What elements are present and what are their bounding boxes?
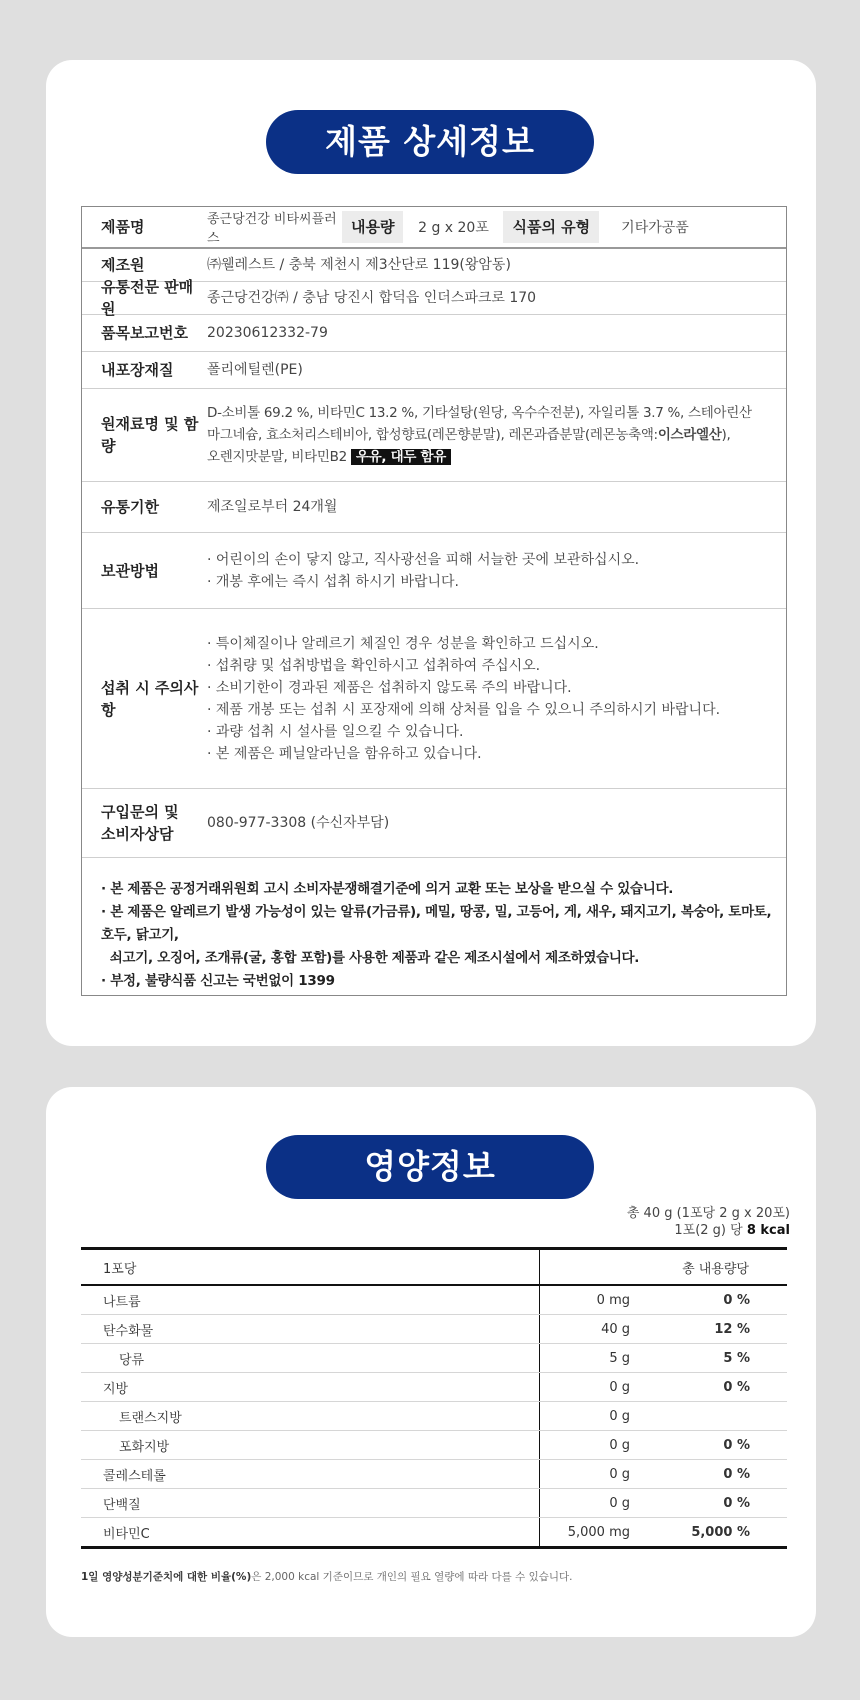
storage-item: · 개봉 후에는 즉시 섭취 하시기 바랍니다. [207, 573, 459, 590]
origin-country: 이스라엘산 [657, 427, 722, 443]
nutrient-amount: 0 g [609, 1408, 630, 1424]
storage-label: 보관방법 [101, 561, 159, 580]
nutrient-percent: 12 % [714, 1321, 750, 1337]
detail-title: 제품 상세정보 [266, 110, 594, 174]
volume-value: 2 g x 20포 [418, 220, 489, 236]
shelf-life-label: 유통기한 [101, 498, 159, 516]
nutrient-row [81, 1518, 787, 1546]
nutrient-name: 나트륨 [81, 1286, 540, 1314]
product-name-label: 제품명 [101, 218, 145, 236]
detail-row-packaging [82, 352, 786, 389]
caution-item: · 섭취량 및 섭취방법을 확인하시고 섭취하여 주십시오. [207, 657, 541, 674]
nutrient-name: 단백질 [81, 1489, 540, 1517]
product-name-value: 종근당건강 비타씨플러스 [207, 212, 337, 246]
ingredients-label: 원재료명 및 함량 [101, 415, 199, 455]
detail-row-name [82, 207, 786, 249]
detail-row-shelf-life [82, 482, 786, 533]
food-type-value: 기타가공품 [621, 220, 689, 236]
nutrient-percent: 5 % [723, 1350, 750, 1366]
report-number-value: 20230612332-79 [207, 325, 328, 341]
detail-row-distributor [82, 278, 786, 318]
nutrient-amount: 0 g [609, 1379, 630, 1395]
cautions-value [207, 633, 786, 765]
legal-notes [82, 858, 786, 995]
nutrition-table [81, 1247, 787, 1549]
shelf-life-value: 제조일로부터 24개월 [207, 499, 338, 515]
allergen-tag: 우유, 대두 함유 [351, 449, 451, 465]
storage-value [207, 549, 786, 593]
nutrient-row [81, 1460, 787, 1489]
nutrient-name: 탄수화물 [81, 1315, 540, 1343]
storage-item: · 어린이의 손이 닿지 않고, 직사광선을 피해 서늘한 곳에 보관하십시오. [207, 551, 640, 568]
total-content: 총 40 g (1포당 2 g x 20포) [626, 1206, 790, 1221]
nutrient-row [81, 1344, 787, 1373]
food-type-label: 식품의 유형 [503, 211, 599, 243]
nutrient-percent: 0 % [723, 1495, 750, 1511]
note-item: 쇠고기, 오징어, 조개류(굴, 홍합 포함)를 사용한 제품과 같은 제조시설에서 제조하였습니다. [101, 950, 640, 966]
per-serving-label: 1포(2 g) 당 [674, 1223, 743, 1238]
nutrient-percent: 5,000 % [691, 1524, 750, 1540]
nutrient-amount: 5 g [609, 1350, 630, 1366]
note-item: · 본 제품은 공정거래위원회 고시 소비자분쟁해결기준에 의거 교환 또는 보상을 받으실 수 있습니다. [101, 881, 674, 897]
nutrition-card [46, 1087, 816, 1637]
ingredients-value [207, 402, 786, 468]
footnote-bold: 1일 영양성분기준치에 대한 비율(%) [81, 1571, 252, 1583]
detail-row-report-number [82, 315, 786, 352]
caution-item: · 제품 개봉 또는 섭취 시 포장재에 의해 상처를 입을 수 있으니 주의하시기 바랍니다. [207, 701, 721, 718]
caution-item: · 과량 섭취 시 설사를 일으킬 수 있습니다. [207, 723, 464, 740]
nutrient-row [81, 1489, 787, 1518]
nutrient-percent: 0 % [723, 1466, 750, 1482]
storage-list [207, 549, 786, 593]
product-detail-card [46, 60, 816, 1046]
detail-row-cautions [82, 609, 786, 789]
nutrition-footnote [81, 1569, 573, 1584]
nutrient-amount: 5,000 mg [567, 1524, 630, 1540]
nutrition-rows [81, 1286, 787, 1546]
nutrient-amount: 40 g [601, 1321, 630, 1337]
cautions-label: 섭취 시 주의사항 [101, 678, 199, 719]
nutrient-name: 비타민C [81, 1518, 540, 1546]
nutrient-percent: 0 % [723, 1437, 750, 1453]
ingredients-line-3 [207, 446, 786, 468]
contact-label-line-2: 소비자상담 [101, 825, 174, 843]
nutrient-name: 트랜스지방 [81, 1402, 540, 1430]
manufacturer-label: 제조원 [101, 256, 145, 274]
detail-row-contact [82, 789, 786, 858]
distributor-label: 유통전문 판매원 [101, 278, 194, 318]
caution-item: · 본 제품은 페닐알라닌을 함유하고 있습니다. [207, 745, 482, 762]
nutrient-row [81, 1402, 787, 1431]
nutrient-percent: 0 % [723, 1379, 750, 1395]
nutrition-header [81, 1250, 787, 1286]
nutrient-amount: 0 g [609, 1495, 630, 1511]
ingredients-line-1: D-소비톨 69.2 %, 비타민C 13.2 %, 기타설탕(원당, 옥수수전분), 자일리톨 3.7 %, 스테아린산 [207, 405, 752, 421]
nutrition-total [627, 1205, 790, 1239]
ingredients-line-3-text: 오렌지맛분말, 비타민B2 [207, 449, 347, 465]
packaging-value: 폴리에틸렌(PE) [207, 362, 303, 378]
note-item: · 본 제품은 알레르기 발생 가능성이 있는 알류(가금류), 메밀, 땅콩, 밀, 고등어, 게, 새우, 돼지고기, 복숭아, 토마토, 호두, 닭고기, [101, 904, 772, 943]
nutrition-title: 영양정보 [266, 1135, 594, 1199]
nutrient-row [81, 1315, 787, 1344]
per-serving-kcal [627, 1222, 790, 1239]
distributor-value: 종근당건강㈜ / 충남 당진시 합덕읍 인더스파크로 170 [207, 290, 537, 306]
nutrient-amount: 0 g [609, 1466, 630, 1482]
nutrient-row [81, 1286, 787, 1315]
ingredients-line-2-text: 마그네슘, 효소처리스테비아, 합성향료(레몬향분말), 레몬과즙분말(레몬농축액: [207, 427, 658, 443]
header-per-serving: 1포당 [81, 1250, 540, 1284]
note-item: · 부정, 불량식품 신고는 국번없이 1399 [101, 973, 335, 989]
detail-table [81, 206, 787, 996]
nutrient-amount: 0 mg [596, 1292, 630, 1308]
nutrient-name: 당류 [81, 1344, 540, 1372]
ingredients-line-2 [207, 424, 786, 446]
nutrient-name: 지방 [81, 1373, 540, 1401]
manufacturer-value: ㈜웰레스트 / 충북 제천시 제3산단로 119(왕암동) [207, 257, 511, 273]
caution-item: · 소비기한이 경과된 제품은 섭취하지 않도록 주의 바랍니다. [207, 679, 572, 696]
ingredients-line-2-end: ), [721, 427, 731, 443]
caution-item: · 특이체질이나 알레르기 체질인 경우 성분을 확인하고 드십시오. [207, 635, 599, 652]
nutrient-amount: 0 g [609, 1437, 630, 1453]
nutrient-row [81, 1373, 787, 1402]
detail-row-ingredients [82, 389, 786, 482]
nutrient-percent: 0 % [723, 1292, 750, 1308]
packaging-label: 내포장재질 [101, 361, 174, 379]
nutrient-name: 콜레스테롤 [81, 1460, 540, 1488]
notes-list [101, 878, 786, 993]
contact-label-line-1: 구입문의 및 [101, 803, 179, 821]
contact-value: 080-977-3308 (수신자부담) [207, 815, 390, 831]
cautions-list [207, 633, 786, 765]
kcal-value: 8 kcal [746, 1223, 790, 1238]
report-number-label: 품목보고번호 [101, 324, 188, 342]
volume-label: 내용량 [342, 211, 403, 243]
nutrient-row [81, 1431, 787, 1460]
detail-row-storage [82, 533, 786, 609]
header-total: 총 내용량당 [682, 1261, 749, 1277]
nutrient-name: 포화지방 [81, 1431, 540, 1459]
contact-label [82, 801, 207, 845]
footnote-text: 은 2,000 kcal 기준이므로 개인의 필요 열량에 따라 다를 수 있습니다. [251, 1571, 573, 1583]
